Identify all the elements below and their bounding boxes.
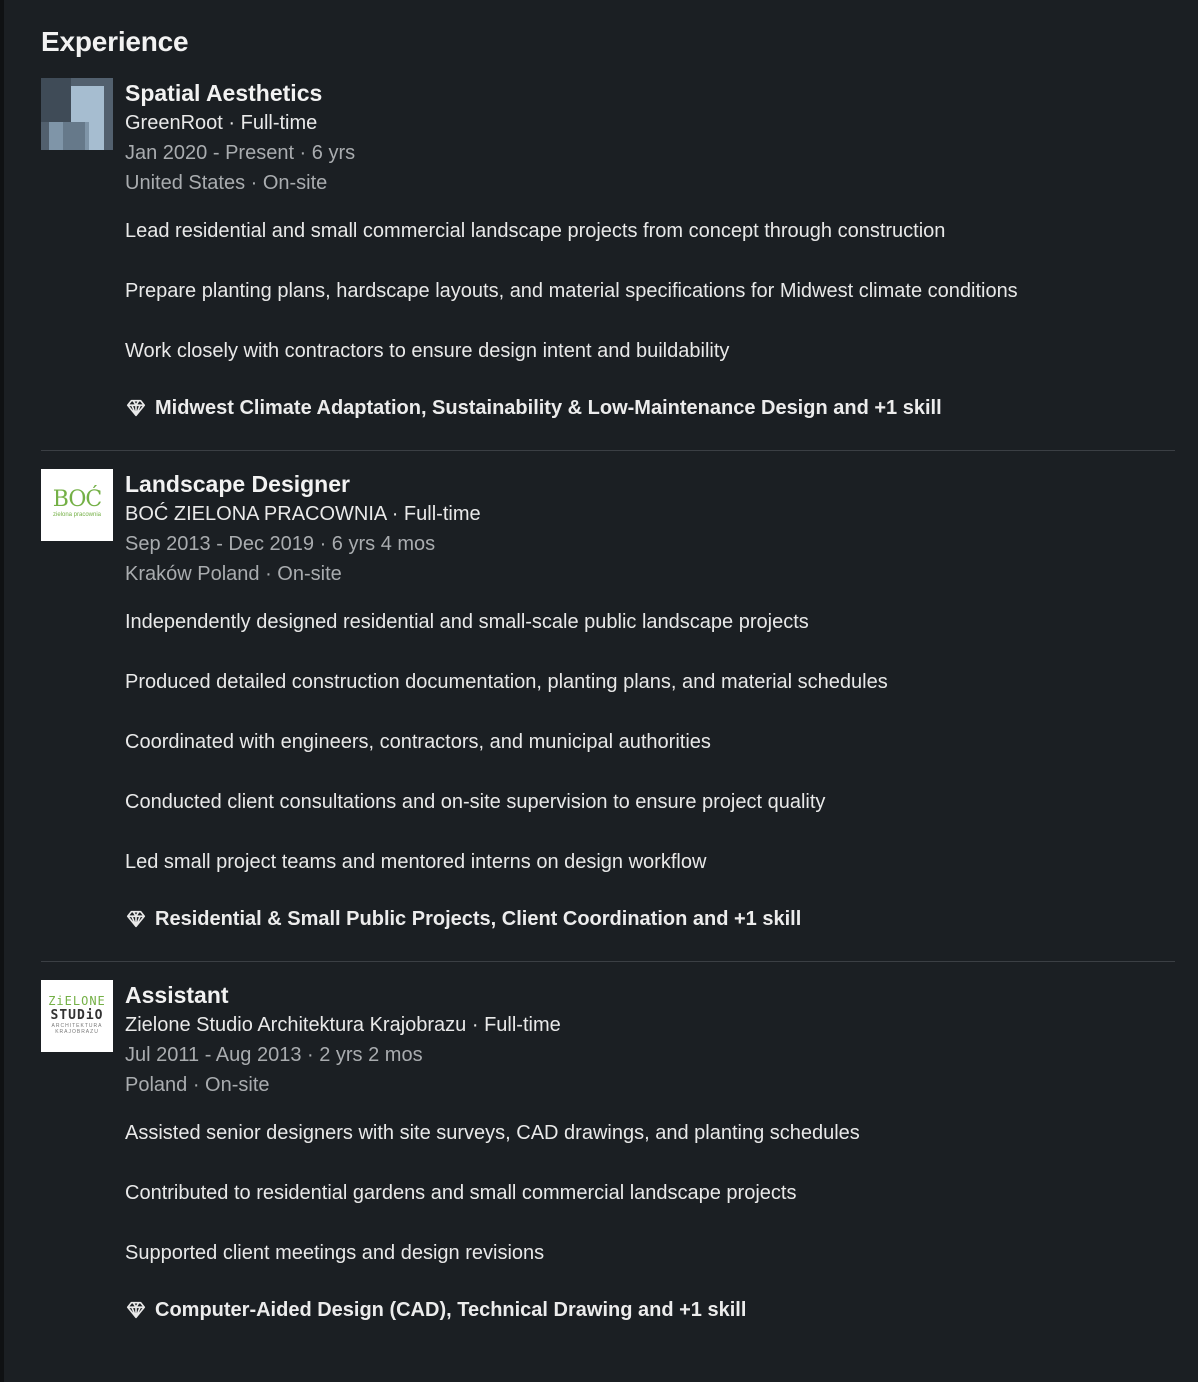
description-line: Assisted senior designers with site surveys, CAD drawings, and planting schedules	[125, 1122, 860, 1144]
description-line: Work closely with contractors to ensure design intent and buildability	[125, 340, 730, 362]
diamond-icon	[125, 397, 147, 419]
zielone-logo-mid: STUDiO	[50, 1008, 104, 1023]
skills-text: Computer-Aided Design (CAD), Technical Drawing and +1 skill	[155, 1299, 747, 1321]
experience-section	[41, 22, 1175, 1325]
job-description	[125, 216, 1175, 366]
boc-logo[interactable]	[41, 469, 113, 541]
entry-divider	[41, 450, 1175, 451]
boc-logo-mark: BOĆ	[52, 487, 102, 512]
job-title[interactable]: Landscape Designer	[125, 471, 350, 497]
zielone-logo-subtitle: ARCHITEKTURA KRAJOBRAZU	[51, 1023, 103, 1035]
employment-dates: Jul 2011 - Aug 2013 · 2 yrs 2 mos	[125, 1044, 423, 1066]
skills-text: Residential & Small Public Projects, Client Coordination and +1 skill	[155, 908, 802, 930]
description-line: Conducted client consultations and on-site supervision to ensure project quality	[125, 791, 826, 813]
company-name: BOĆ ZIELONA PRACOWNIA · Full-time	[125, 503, 481, 525]
description-line: Prepare planting plans, hardscape layouts, and material specifications for Midwest climate conditions	[125, 280, 1018, 302]
boc-logo-subtitle: zielona pracownia	[52, 512, 102, 518]
zielone-studio-logo[interactable]	[41, 980, 113, 1052]
skills-text: Midwest Climate Adaptation, Sustainability & Low-Maintenance Design and +1 skill	[155, 397, 942, 419]
description-line: Supported client meetings and design revisions	[125, 1242, 545, 1264]
zielone-logo-top: ZiELONE	[48, 994, 106, 1008]
entry-divider	[41, 961, 1175, 962]
job-description	[125, 607, 1175, 877]
window-edge	[0, 0, 4, 1382]
skills-link[interactable]	[125, 1295, 1175, 1325]
skills-link[interactable]	[125, 904, 1175, 934]
employment-dates: Sep 2013 - Dec 2019 · 6 yrs 4 mos	[125, 533, 436, 555]
job-title[interactable]: Spatial Aesthetics	[125, 80, 323, 106]
section-title: Experience	[41, 26, 189, 57]
description-line: Produced detailed construction documentation, planting plans, and material schedules	[125, 671, 888, 693]
experience-entry	[41, 78, 1175, 423]
description-line: Independently designed residential and small-scale public landscape projects	[125, 611, 809, 633]
job-description	[125, 1118, 1175, 1268]
company-name: Zielone Studio Architektura Krajobrazu · Full-time	[125, 1014, 561, 1036]
experience-entry	[41, 469, 1175, 934]
description-line: Coordinated with engineers, contractors, and municipal authorities	[125, 731, 711, 753]
diamond-icon	[125, 1299, 147, 1321]
skills-link[interactable]	[125, 393, 1175, 423]
spatial-aesthetics-logo[interactable]	[41, 78, 113, 150]
job-location: Poland · On-site	[125, 1074, 270, 1096]
description-line: Contributed to residential gardens and small commercial landscape projects	[125, 1182, 797, 1204]
job-title[interactable]: Assistant	[125, 982, 229, 1008]
employment-dates: Jan 2020 - Present · 6 yrs	[125, 142, 356, 164]
job-location: United States · On-site	[125, 172, 328, 194]
description-line: Led small project teams and mentored interns on design workflow	[125, 851, 707, 873]
company-name: GreenRoot · Full-time	[125, 112, 318, 134]
description-line: Lead residential and small commercial landscape projects from concept through construction	[125, 220, 946, 242]
diamond-icon	[125, 908, 147, 930]
job-location: Kraków Poland · On-site	[125, 563, 342, 585]
experience-entry	[41, 980, 1175, 1325]
